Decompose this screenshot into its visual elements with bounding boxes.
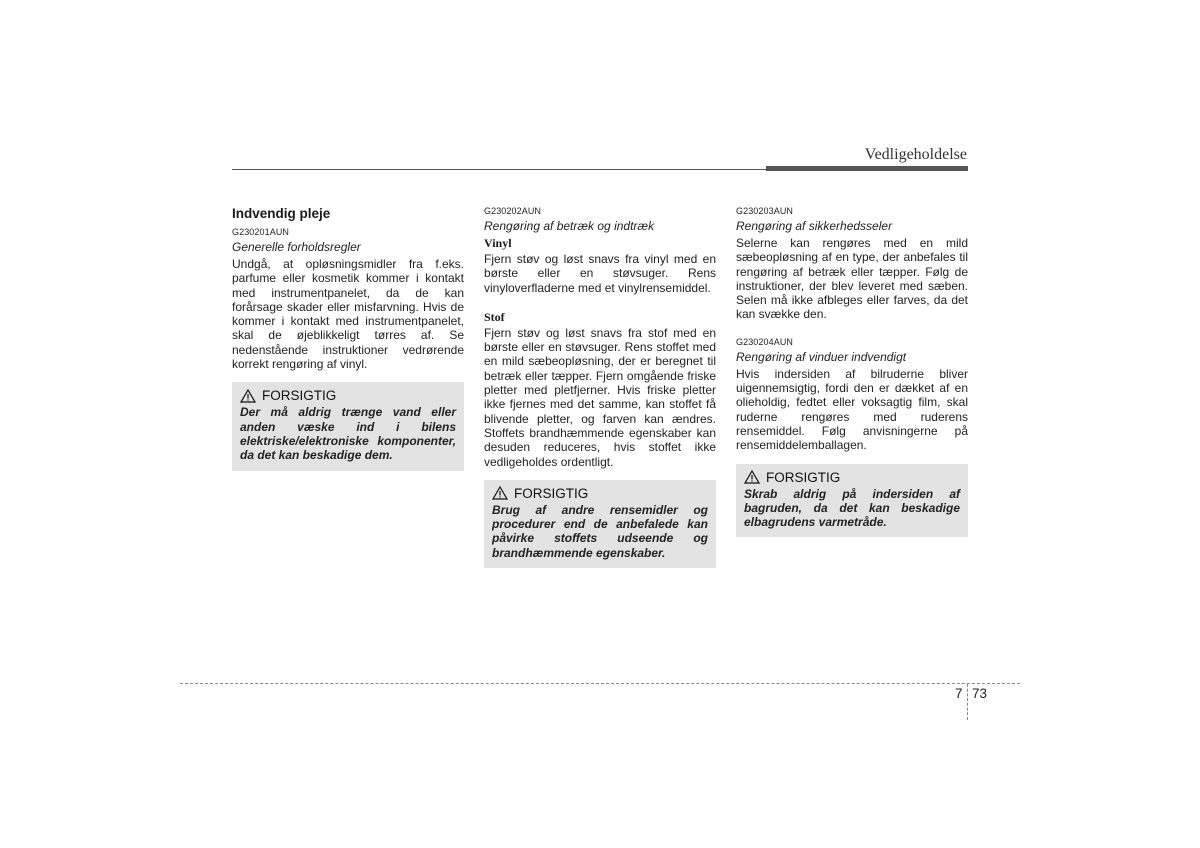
section-code: G230202AUN — [484, 206, 542, 216]
caution-text: Skrab aldrig på indersiden af bagruden, da det kan beskadige elbagrudens varmetråde. — [744, 486, 960, 530]
column-1 — [232, 206, 464, 471]
chapter-number: 7 — [955, 686, 963, 701]
body-fabric: Fjern støv og løst snavs fra stof med en børste eller en støvsuger. Rens stoffet med en mild sæbeopløsning, der er beregnet til betræk eller tæpper. Fjern omgående friske pletter med pletfjerner. Hvis friske pletter ikke fjernes med det samme, kan stoffet få blivende pletter, og farven kan ændres. Stoffets brandhæmmende egenskaber kan desuden reduceres, hvis stoffet ikke vedligeholdes ordentligt. — [484, 325, 716, 469]
subheading-window-cleaning: Rengøring af vinduer indvendigt — [736, 349, 907, 364]
body-vinyl: Fjern støv og løst snavs fra vinyl med en børste eller en støvsuger. Rens vinyloverfladerne med et vinylrensemiddel. — [484, 252, 716, 295]
subheading-seatbelt-cleaning: Rengøring af sikkerhedsseler — [736, 219, 893, 233]
column-2 — [484, 206, 716, 568]
subheading-general-precautions: Generelle forholdsregler — [232, 240, 361, 254]
body-window-cleaning: Hvis indersiden af bilruderne bliver uigennemsigtig, fordi den er dækket af en olieholdig, fedtet eller voksagtig film, skal ruderne rengøres med ruderens rensemiddel. Følg anvisningerne på rensemiddelemballagen. — [736, 366, 968, 453]
warning-triangle-icon — [240, 389, 256, 403]
caution-box — [232, 382, 464, 470]
body-seatbelt-cleaning: Selerne kan rengøres med en mild sæbeopløsning af en type, der anbefales til rengøring af betræk eller tæpper. Følg de instruktioner, der blev leveret med sæben. Selen må ikke afbleges eller farves, da det kan svække den. — [736, 236, 968, 322]
subheading-vinyl: Vinyl — [484, 236, 512, 250]
page-number: 73 — [972, 686, 988, 701]
caution-header — [240, 388, 456, 403]
subheading-upholstery-cleaning: Rengøring af betræk og indtræk — [484, 219, 655, 233]
subheading-fabric: Stof — [484, 309, 505, 324]
caution-label: FORSIGTIG — [766, 469, 841, 485]
running-header-title: Vedligeholdelse — [864, 146, 967, 163]
section-code: G230203AUN — [736, 206, 794, 216]
column-3 — [736, 206, 968, 537]
footer-divider — [967, 684, 968, 720]
header-rule-accent — [766, 166, 968, 171]
caution-box — [736, 464, 968, 538]
section-code: G230204AUN — [736, 336, 794, 347]
warning-triangle-icon — [744, 470, 760, 484]
warning-triangle-icon — [492, 486, 508, 500]
caution-label: FORSIGTIG — [514, 485, 589, 501]
caution-box — [484, 480, 716, 568]
section-code: G230201AUN — [232, 227, 290, 237]
caution-header — [492, 486, 708, 501]
caution-label: FORSIGTIG — [262, 388, 337, 404]
section-title: Indvendig pleje — [232, 206, 331, 221]
body-general-precautions: Undgå, at opløsningsmidler fra f.eks. parfume eller kosmetik kommer i kontakt med instrumentpanelet, da de kan forårsage skader eller misfarvning. Hvis de kommer i kontakt med instrumentpanelet, skal de øjeblikkeligt tørres af. Se nedenstående instruktioner vedrørende korrekt rengøring af vinyl. — [232, 257, 464, 372]
caution-header — [744, 470, 960, 485]
caution-text: Der må aldrig trænge vand eller anden væske ind i bilens elektriske/elektroniske komponenter, da det kan beskadige dem. — [240, 405, 456, 463]
footer-rule — [180, 683, 1020, 684]
caution-text: Brug af andre rensemidler og procedurer end de anbefalede kan påvirke stoffets udseende og brandhæmmende egenskaber. — [492, 502, 708, 560]
